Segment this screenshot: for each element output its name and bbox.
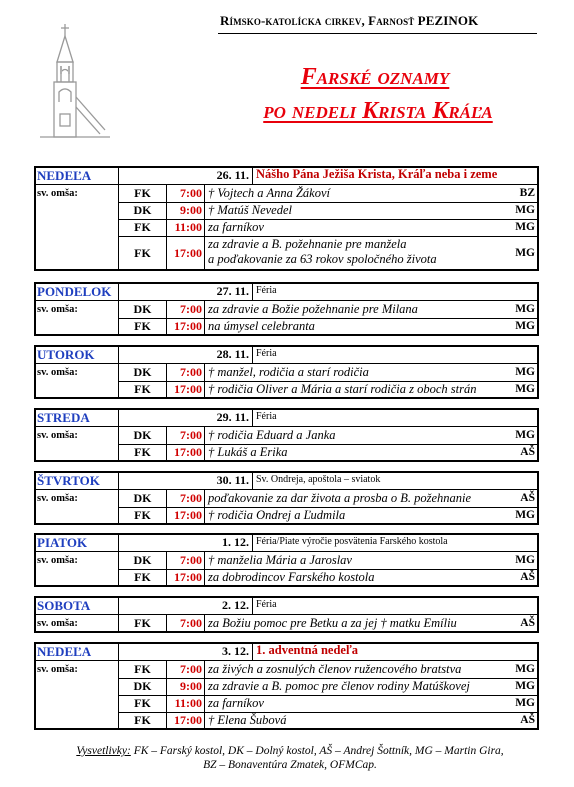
mass-intention: † rodičia Oliver a Mária a starí rodičia z oboch strán [208,382,477,396]
day-block [34,471,539,525]
mass-row [35,318,538,335]
mass-intention: † rodičia Eduard a Janka [208,428,336,442]
day-feast: Féria [252,346,538,363]
day-header-row [35,346,538,363]
mass-intention: poďakovanie za dar života a prosba o B. požehnanie [208,491,472,505]
mass-celebrant: MG [515,680,535,692]
mass-intention: za zdravie a B. požehnanie pre manžela a poďakovanie za 63 rokov spoločného života [208,237,437,266]
day-block [34,596,539,633]
mass-location: FK [118,615,166,632]
mass-celebrant: MG [515,221,535,233]
day-date: 27. 11. [118,283,252,300]
mass-celebrant: MG [515,303,535,315]
mass-intention: † manžel, rodičia a starí rodičia [208,365,369,379]
mass-row [35,678,538,695]
mass-location: DK [118,301,166,318]
mass-label: sv. omša: [37,430,78,441]
header-organization: Rímsko-katolícka cirkev, Farnosť PEZINOK [220,13,479,28]
mass-row [35,426,538,444]
mass-intention: † Vojtech a Anna Žákoví [208,186,330,200]
mass-location: FK [118,219,166,236]
day-feast: Nášho Pána Ježiša Krista, Kráľa neba i zeme [252,167,538,184]
mass-time: 11:00 [166,695,204,712]
mass-celebrant: AŠ [520,617,535,629]
mass-time: 7:00 [166,552,204,569]
mass-celebrant: MG [515,366,535,378]
day-feast: Sv. Ondreja, apoštola – sviatok [252,472,538,489]
mass-location: FK [118,381,166,398]
day-feast: Féria [252,283,538,300]
mass-celebrant: AŠ [520,492,535,504]
mass-row [35,363,538,381]
mass-celebrant: MG [515,697,535,709]
day-date: 2. 12. [118,597,252,614]
mass-time: 7:00 [166,427,204,444]
mass-label: sv. omša: [37,188,78,199]
mass-row [35,712,538,729]
day-date: 26. 11. [118,167,252,184]
mass-label: sv. omša: [37,664,78,675]
day-header-row [35,472,538,489]
mass-time: 11:00 [166,219,204,236]
legend-line2: BZ – Bonaventúra Zmatek, OFMCap. [203,759,377,771]
mass-intention: † Matúš Nevedel [208,203,293,217]
mass-label: sv. omša: [37,493,78,504]
header-rule [218,33,537,34]
mass-time: 17:00 [166,236,204,270]
mass-label: sv. omša: [37,618,78,629]
day-name: NEDEĽA [37,168,92,183]
day-block [34,282,539,336]
mass-label-empty [35,712,118,729]
mass-intention: za dobrodincov Farského kostola [208,570,375,584]
mass-location: FK [118,444,166,461]
mass-intention: † Elena Šubová [208,713,287,727]
mass-label-empty [35,381,118,398]
mass-location: DK [118,202,166,219]
legend-line1: FK – Farský kostol, DK – Dolný kostol, AŠ – Andrej Šottník, MG – Martin Gira, [130,745,504,757]
mass-location: DK [118,364,166,381]
day-block [34,408,539,462]
mass-location: FK [118,712,166,729]
mass-celebrant: AŠ [520,571,535,583]
mass-intention: za Božiu pomoc pre Betku a za jej † matku Emíliu [208,616,457,630]
day-date: 1. 12. [118,534,252,551]
mass-label-empty [35,318,118,335]
day-name: ŠTVRTOK [37,473,100,488]
mass-celebrant: MG [515,320,535,332]
mass-intention: za zdravie a Božie požehnanie pre Milana [208,302,418,316]
mass-intention: za zdravie a B. pomoc pre členov rodiny Matúškovej [208,679,470,693]
mass-location: FK [118,318,166,335]
day-date: 29. 11. [118,409,252,426]
mass-label-empty [35,678,118,695]
mass-celebrant: MG [515,663,535,675]
mass-time: 17:00 [166,381,204,398]
mass-celebrant: MG [515,509,535,521]
mass-celebrant: BZ [519,187,535,199]
legend [30,744,550,772]
mass-row [35,569,538,586]
mass-row [35,381,538,398]
mass-location: DK [118,552,166,569]
mass-location: FK [118,569,166,586]
mass-time: 9:00 [166,202,204,219]
mass-location: FK [118,661,166,678]
mass-intention: † manželia Mária a Jaroslav [208,553,352,567]
church-tower-icon [30,22,114,142]
mass-location: FK [118,185,166,202]
day-name: PONDELOK [37,284,112,299]
mass-celebrant: MG [515,247,535,259]
day-header-row [35,283,538,300]
mass-label-empty [35,219,118,236]
day-header-row [35,597,538,614]
day-feast: Féria [252,597,538,614]
mass-location: FK [118,236,166,270]
mass-row [35,614,538,632]
mass-row [35,202,538,219]
day-header-row [35,409,538,426]
mass-location: DK [118,678,166,695]
mass-celebrant: AŠ [520,446,535,458]
day-block [34,345,539,399]
mass-time: 17:00 [166,444,204,461]
mass-intention: na úmysel celebranta [208,319,315,333]
day-date: 28. 11. [118,346,252,363]
mass-row [35,507,538,524]
mass-intention: † Lukáš a Erika [208,445,288,459]
mass-label: sv. omša: [37,367,78,378]
mass-row [35,660,538,678]
day-block [34,533,539,587]
day-name: UTOROK [37,347,95,362]
mass-time: 9:00 [166,678,204,695]
mass-celebrant: MG [515,554,535,566]
mass-row [35,219,538,236]
mass-time: 7:00 [166,301,204,318]
mass-time: 7:00 [166,490,204,507]
mass-time: 7:00 [166,185,204,202]
mass-location: FK [118,507,166,524]
mass-row [35,236,538,270]
mass-row [35,184,538,202]
mass-label-empty [35,569,118,586]
mass-label-empty [35,202,118,219]
mass-row [35,695,538,712]
mass-label: sv. omša: [37,555,78,566]
mass-time: 17:00 [166,507,204,524]
day-date: 3. 12. [118,643,252,660]
day-name: PIATOK [37,535,88,550]
mass-intention: za farníkov [208,220,264,234]
mass-label-empty [35,695,118,712]
mass-intention: za farníkov [208,696,264,710]
mass-row [35,551,538,569]
mass-label-empty [35,507,118,524]
mass-location: FK [118,695,166,712]
day-name: STREDA [37,410,90,425]
mass-celebrant: MG [515,204,535,216]
day-feast: 1. adventná nedeľa [252,643,538,660]
mass-time: 17:00 [166,712,204,729]
day-date: 30. 11. [118,472,252,489]
mass-row [35,300,538,318]
mass-time: 17:00 [166,569,204,586]
mass-location: DK [118,427,166,444]
mass-label: sv. omša: [37,304,78,315]
mass-time: 7:00 [166,364,204,381]
day-name: NEDEĽA [37,644,92,659]
day-feast: Féria/Piate výročie posvätenia Farského kostola [252,534,538,551]
day-block [34,166,539,271]
mass-label-empty [35,236,118,270]
page-title-line1: Farské oznamy [300,64,450,90]
day-feast: Féria [252,409,538,426]
day-name: SOBOTA [37,598,91,613]
mass-time: 17:00 [166,318,204,335]
mass-intention: † rodičia Ondrej a Ľudmila [208,508,346,522]
mass-celebrant: MG [515,383,535,395]
day-header-row [35,643,538,660]
mass-celebrant: AŠ [520,714,535,726]
page-title-line2: po nedeli Krista Kráľa [263,98,493,124]
mass-label-empty [35,444,118,461]
mass-location: DK [118,490,166,507]
legend-label: Vysvetlivky: [76,745,131,757]
mass-time: 7:00 [166,661,204,678]
day-block [34,642,539,730]
mass-intention: za živých a zosnulých členov ružencového bratstva [208,662,462,676]
mass-row [35,489,538,507]
mass-row [35,444,538,461]
day-header-row [35,167,538,184]
day-header-row [35,534,538,551]
mass-time: 7:00 [166,615,204,632]
mass-celebrant: MG [515,429,535,441]
